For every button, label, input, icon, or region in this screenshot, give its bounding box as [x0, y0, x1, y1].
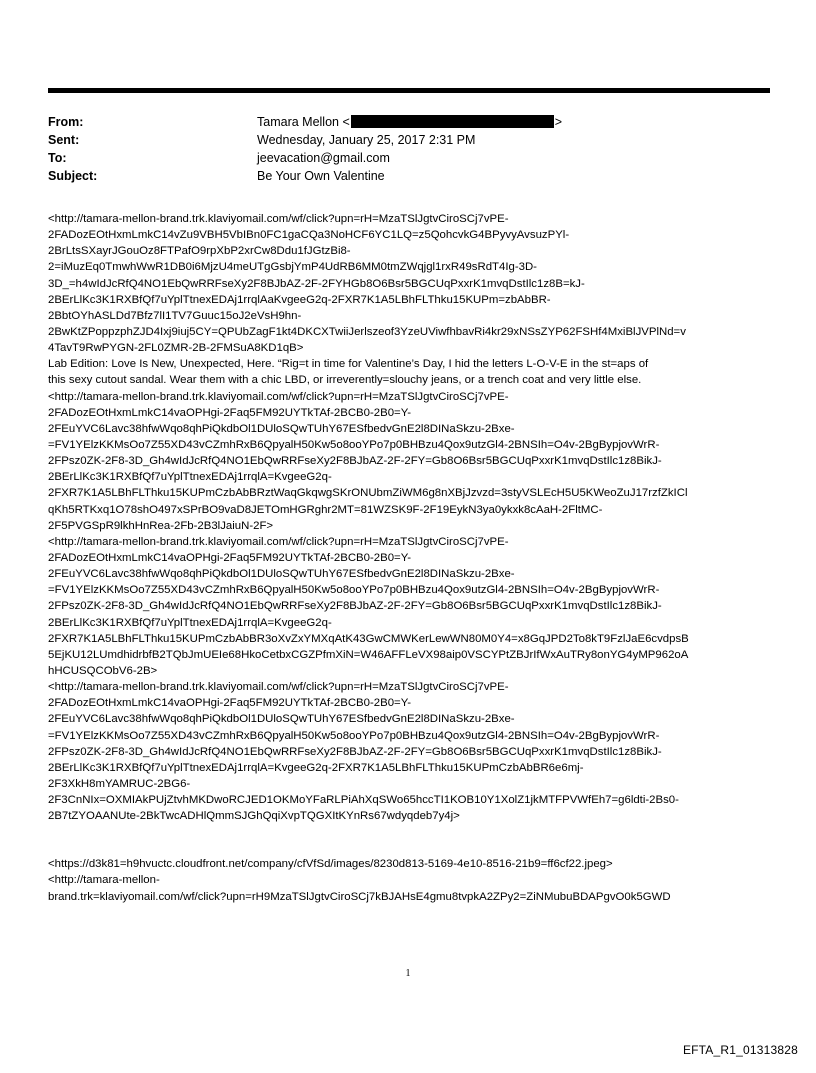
email-header: [48, 113, 770, 185]
body-line: <https://d3k81=h9hvuctc.cloudfront.net/company/cfVfSd/images/8230d813-5169-4e10-8516-21b9=ff6cf22.jpeg>: [48, 858, 613, 871]
body-line: 2FEuYVC6Lavc38hfwWqo8qhPiQkdbOl1DUloSQwTUhY67ESfbedvGnE2l8DINaSkzu-2Bxe-: [48, 713, 515, 726]
body-line: 2BErLlKc3K1RXBfQf7uYplTtnexEDAj1rrqlAaKvgeeG2q-2FXR7K1A5LBhFLThku15KUPm=zbAbBR-: [48, 293, 551, 306]
from-close: >: [554, 115, 563, 129]
body-line: 2FEuYVC6Lavc38hfwWqo8qhPiQkdbOl1DUloSQwTUhY67ESfbedvGnE2l8DINaSkzu-2Bxe-: [48, 568, 515, 581]
body-line: 2BErLlKc3K1RXBfQf7uYplTtnexEDAj1rrqlA=KvgeeG2q-2FXR7K1A5LBhFLThku15KUPmCzbAbBR6e6mj-: [48, 761, 584, 774]
body-line: 2FXR7K1A5LBhFLThku15KUPmCzbAbBRztWaqGkqwgSKrONUbmZiWM6g8nXBjJzvzd=3styVSLEcH5U5KWeoZuJ17rzfZkICl: [48, 487, 688, 500]
body-line: 2F5PVGSpR9lkhHnRea-2Fb-2B3lJaiuN-2F>: [48, 519, 274, 532]
body-line: 4TavT9RwPYGN-2FL0ZMR-2B-2FMSuA8KD1qB>: [48, 342, 304, 355]
body-line: 2FADozEOtHxmLmkC14vaOPHgi-2Faq5FM92UYTkTAf-2BCB0-2B0=Y-: [48, 406, 412, 419]
subject-label: Subject:: [48, 169, 98, 183]
body-line: 3D_=h4wIdJcRfQ4NO1EbQwRRFseXy2F8BJbAZ-2F-2FYHGb8O6Bsr5BGCUqPxxrK1mvqDstIlc1z8B=kJ-: [48, 277, 585, 290]
body-line: =FV1YElzKKMsOo7Z55XD43vCZmhRxB6QpyalH50Kw5o8ooYPo7p0BHBzu4Qox9utzGl4-2BNSIh=O4v-2BgBypjovWrR-: [48, 729, 660, 742]
to-label: To:: [48, 151, 67, 165]
body-line: 2FPsz0ZK-2F8-3D_Gh4wIdJcRfQ4NO1EbQwRRFseXy2F8BJbAZ-2F-2FY=Gb8O6Bsr5BGCUqPxxrK1mvqDstIlc1z8BikJ-: [48, 600, 662, 613]
body-line: 2B7tZYOAANUte-2BkTwcADHlQmmSJGhQqiXvpTQGXItKYnRs67wdyqdeb7y4j>: [48, 810, 460, 823]
body-line: 2FEuYVC6Lavc38hfwWqo8qhPiQkdbOl1DUloSQwTUhY67ESfbedvGnE2l8DINaSkzu-2Bxe-: [48, 422, 515, 435]
body-line: 2BErLlKc3K1RXBfQf7uYplTtnexEDAj1rrqlA=KvgeeG2q-: [48, 471, 332, 484]
body-line: hHCUSQCObV6-2B>: [48, 664, 158, 677]
from-row: [48, 113, 770, 131]
body-line: <http://tamara-mellon-brand.trk.klaviyomail.com/wf/click?upn=rH=MzaTSlJgtvCiroSCj7vPE-: [48, 390, 509, 403]
body-line: 2FXR7K1A5LBhFLThku15KUPmCzbAbBR3oXvZxYMXqAtK43GwCMWKerLewWN80M0Y4=x8GqJPD2To8kT9FzlJaE6cvdpsB: [48, 632, 689, 645]
from-label: From:: [48, 115, 84, 129]
body-block: [48, 211, 778, 824]
body-line: 2=iMuzEq0TmwhWwR1DB0i6MjzU4meUTgGsbjYmP4UdRB6MM0tmZWqjgl1rxR49sRdT4Ig-3D-: [48, 261, 537, 274]
body-line: <http://tamara-mellon-brand.trk.klaviyomail.com/wf/click?upn=rH=MzaTSlJgtvCiroSCj7vPE-: [48, 681, 509, 694]
body-line: this sexy cutout sandal. Wear them with a chic LBD, or irreverently=slouchy jeans, or a trench coat and very little else.: [48, 374, 642, 387]
body-line: =FV1YElzKKMsOo7Z55XD43vCZmhRxB6QpyalH50Kw5o8ooYPo7p0BHBzu4Qox9utzGl4-2BNSIh=O4v-2BgBypjovWrR-: [48, 584, 660, 597]
body-line: 2BwKtZPoppzphZJD4Ixj9iuj5CY=QPUbZagF1kt4DKCXTwiiJerlszeof3YzeUViwfhbavRi4kr29xNSsZYP62FSHf4MxiBlJVPlNd=v: [48, 325, 686, 338]
body-line: <http://tamara-mellon-brand.trk.klaviyomail.com/wf/click?upn=rH=MzaTSlJgtvCiroSCj7vPE-: [48, 535, 509, 548]
body-line: 2F3CnNIx=OXMIAkPUjZtvhMKDwoRCJED1OKMoYFaRLPiAhXqSWo65hccTI1KOB10Y1XolZ1jkMTFPVWfEh7=g6ldti-2Bs0-: [48, 794, 679, 807]
body-line: 2FPsz0ZK-2F8-3D_Gh4wIdJcRfQ4NO1EbQwRRFseXy2F8BJbAZ-2F-2FY=Gb8O6Bsr5BGCUqPxxrK1mvqDstIlc1z8BikJ-: [48, 455, 662, 468]
sent-row: [48, 131, 770, 149]
body-line: 2FADozEOtHxmLmkC14vaOPHgi-2Faq5FM92UYTkTAf-2BCB0-2B0=Y-: [48, 551, 412, 564]
body-line: Lab Edition: Love Is New, Unexpected, Here. “Rig=t in time for Valentine’s Day, I hid the letters L-O-V-E in the st=aps of: [48, 358, 649, 371]
to-row: [48, 149, 770, 167]
paragraph-gap: [48, 824, 778, 856]
redaction-box: [351, 115, 554, 128]
body-line: 2FADozEOtHxmLmkC14vZu9VBH5VbIBn0FC1gaCQa3NoHCF6YC1LQ=z5QohcvkG4BPyvyAvsuzPYl-: [48, 229, 570, 242]
body-line: 2BbtOYhASLDd7Bfz7lI1TV7Guuc15oJ2eVsH9hn-: [48, 309, 302, 322]
body-line: 2FADozEOtHxmLmkC14vaOPHgi-2Faq5FM92UYTkTAf-2BCB0-2B0=Y-: [48, 697, 412, 710]
subject-value: Be Your Own Valentine: [257, 169, 385, 183]
sent-label: Sent:: [48, 133, 80, 147]
from-value: [257, 113, 562, 131]
body-line: 2F3XkH8mYAMRUC-2BG6-: [48, 777, 191, 790]
page-number: 1: [405, 968, 411, 979]
email-body: [48, 211, 778, 905]
body-line: <http://tamara-mellon-: [48, 874, 160, 887]
to-value: jeevacation@gmail.com: [257, 151, 390, 165]
sent-value: Wednesday, January 25, 2017 2:31 PM: [257, 133, 476, 147]
subject-row: [48, 167, 770, 185]
body-line: 2BrLtsSXayrJGouOz8FTPafO9rpXbP2xrCw8Ddu1fJGtzBi8-: [48, 245, 351, 258]
header-rule: [48, 88, 770, 93]
body-line: brand.trk=klaviyomail.com/wf/click?upn=rH9MzaTSlJgtvCiroSCj7kBJAHsE4gmu8tvpkA2ZPy2=ZiNMubuBDAPgvO0k5GWD: [48, 890, 671, 903]
body-line: =FV1YElzKKMsOo7Z55XD43vCZmhRxB6QpyalH50Kw5o8ooYPo7p0BHBzu4Qox9utzGl4-2BNSIh=O4v-2BgBypjovWrR-: [48, 438, 660, 451]
body-line: <http://tamara-mellon-brand.trk.klaviyomail.com/wf/click?upn=rH=MzaTSlJgtvCiroSCj7vPE-: [48, 213, 509, 225]
body-line: 5EjKU12LUmdhidrbfB2TQbJmUEIe68HkoCetbxCGZPfmXiN=W46AFFLeVX98aip0VSCYPtZBJrIfWxAuTRy8onYG4yMP962oA: [48, 648, 689, 661]
from-name: Tamara Mellon <: [257, 115, 350, 129]
body-line: 2BErLlKc3K1RXBfQf7uYplTtnexEDAj1rrqlA=KvgeeG2q-: [48, 616, 332, 629]
body-line: qKh5RTKxq1O78shO497xSPrBO9vaD8JETOmHGRghr2MT=81WZSK9F-2F19EykN3ya0ykxk8cAaH-2FltMC-: [48, 503, 603, 516]
body-block: [48, 856, 778, 904]
body-line: 2FPsz0ZK-2F8-3D_Gh4wIdJcRfQ4NO1EbQwRRFseXy2F8BJbAZ-2F-2FY=Gb8O6Bsr5BGCUqPxxrK1mvqDstIlc1z8BikJ-: [48, 745, 662, 758]
document-id: EFTA_R1_01313828: [682, 1043, 798, 1057]
